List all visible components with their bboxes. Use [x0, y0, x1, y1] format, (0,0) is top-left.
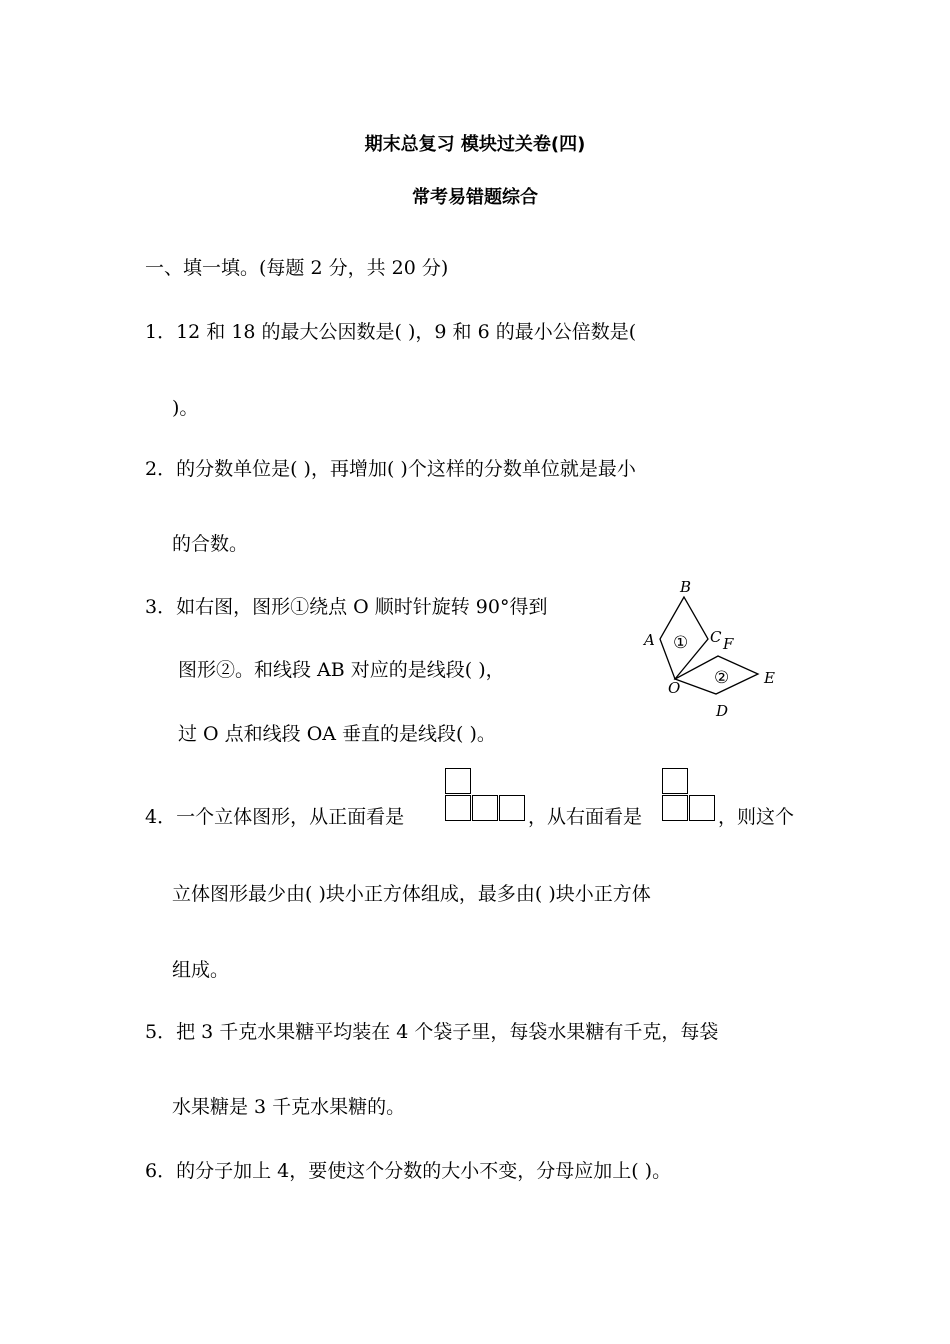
label-o: O: [668, 679, 681, 697]
question-4-line-2: 立体图形最少由( )块小正方体组成，最多由( )块小正方体: [172, 883, 651, 905]
question-3-line-3: 过 O 点和线段 OA 垂直的是线段( )。: [178, 723, 496, 745]
label-a: A: [644, 631, 655, 649]
shape-2-label: ②: [714, 668, 730, 688]
question-1-line-1: 1．12 和 18 的最大公因数是( )，9 和 6 的最小公倍数是(: [145, 321, 637, 343]
label-c: C: [710, 628, 722, 646]
label-b: B: [680, 578, 692, 596]
question-1-line-2: )。: [172, 397, 199, 419]
question-3-line-1: 3．如右图，图形①绕点 O 顺时针旋转 90°得到: [145, 596, 548, 618]
question-2-line-1: 2．的分数单位是( )，再增加( )个这样的分数单位就是最小: [145, 458, 636, 480]
label-d: D: [716, 702, 729, 720]
shape-1-label: ①: [673, 633, 689, 653]
section-heading: 一、填一填。(每题 2 分，共 20 分): [145, 257, 449, 279]
label-f: F: [723, 635, 734, 653]
front-view-figure: [445, 768, 527, 823]
page-title: 期末总复习 模块过关卷(四): [364, 134, 586, 155]
label-e: E: [764, 669, 775, 687]
question-4-line-3: 组成。: [172, 959, 230, 981]
question-4-part-1: 4．一个立体图形，从正面看是: [145, 806, 405, 828]
question-4-part-2: ，从右面看是: [528, 806, 643, 828]
question-4-part-3: ，则这个: [718, 806, 795, 828]
question-3-line-2: 图形②。和线段 AB 对应的是线段( )，: [178, 659, 505, 681]
page-subtitle: 常考易错题综合: [412, 187, 538, 208]
right-view-figure: [662, 768, 717, 823]
question-6-line-1: 6．的分子加上 4，要使这个分数的大小不变，分母应加上( )。: [145, 1160, 672, 1182]
question-5-line-2: 水果糖是 3 千克水果糖的。: [172, 1096, 406, 1118]
rotation-figure: [630, 572, 790, 722]
question-2-line-2: 的合数。: [172, 533, 249, 555]
question-5-line-1: 5．把 3 千克水果糖平均装在 4 个袋子里，每袋水果糖有千克，每袋: [145, 1021, 719, 1043]
